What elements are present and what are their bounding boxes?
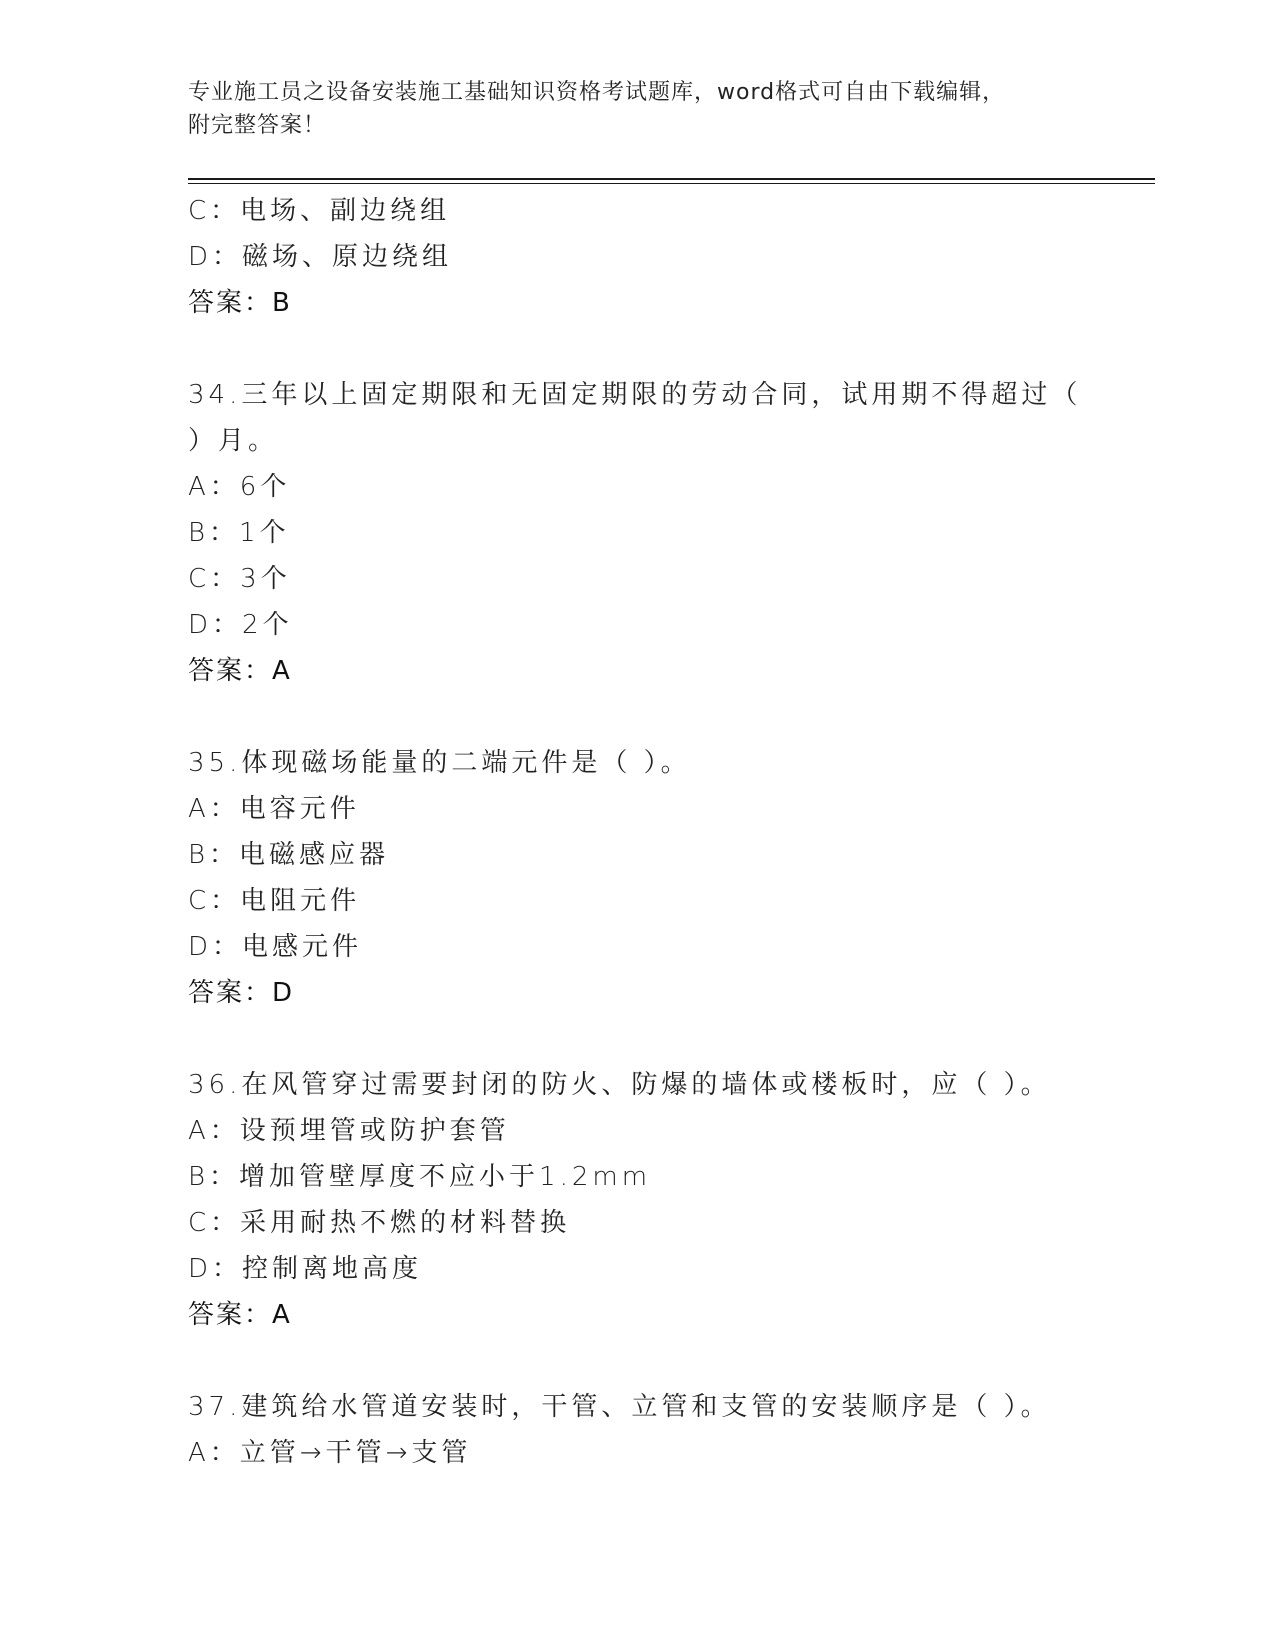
spacer	[188, 1016, 1088, 1062]
question-stem: 34.三年以上固定期限和无固定期限的劳动合同，试用期不得超过（	[188, 380, 1082, 410]
option-c: C：电场、副边绕组	[188, 196, 451, 226]
header-divider-thin	[188, 183, 1155, 184]
question-34	[188, 372, 1088, 694]
spacer	[188, 326, 1088, 372]
option-b: B：增加管壁厚度不应小于1.2mm	[188, 1162, 652, 1192]
option-d: D：电感元件	[188, 932, 363, 962]
answer-line: 答案：D	[188, 978, 295, 1008]
question-stem-continued: ）月。	[188, 426, 279, 456]
spacer	[188, 1338, 1088, 1384]
document-header	[188, 76, 1088, 142]
answer-line: 答案：B	[188, 288, 292, 318]
question-stem: 37.建筑给水管道安装时，干管、立管和支管的安装顺序是（ ）。	[188, 1392, 1051, 1422]
question-stem: 35.体现磁场能量的二端元件是（ ）。	[188, 748, 691, 778]
option-d: D：2个	[188, 610, 293, 640]
question-37	[188, 1384, 1088, 1476]
option-a: A：6个	[188, 472, 291, 502]
question-35	[188, 740, 1088, 1016]
option-a: A：立管→干管→支管	[188, 1438, 472, 1468]
header-divider-thick	[188, 178, 1155, 180]
option-d: D：控制离地高度	[188, 1254, 423, 1284]
header-line-1: 专业施工员之设备安装施工基础知识资格考试题库，word格式可自由下载编辑，	[188, 80, 1006, 105]
option-c: C：采用耐热不燃的材料替换	[188, 1208, 571, 1238]
answer-line: 答案：A	[188, 656, 292, 686]
spacer	[188, 694, 1088, 740]
option-c: C：电阻元件	[188, 886, 361, 916]
question-stem: 36.在风管穿过需要封闭的防火、防爆的墙体或楼板时，应（ ）。	[188, 1070, 1051, 1100]
question-36	[188, 1062, 1088, 1338]
option-c: C：3个	[188, 564, 291, 594]
option-a: A：电容元件	[188, 794, 360, 824]
header-line-2: 附完整答案！	[188, 113, 327, 138]
answer-line: 答案：A	[188, 1300, 292, 1330]
option-d: D：磁场、原边绕组	[188, 242, 453, 272]
option-b: B：1个	[188, 518, 290, 548]
question-list	[188, 188, 1088, 1476]
option-b: B：电磁感应器	[188, 840, 390, 870]
option-a: A：设预埋管或防护套管	[188, 1116, 510, 1146]
